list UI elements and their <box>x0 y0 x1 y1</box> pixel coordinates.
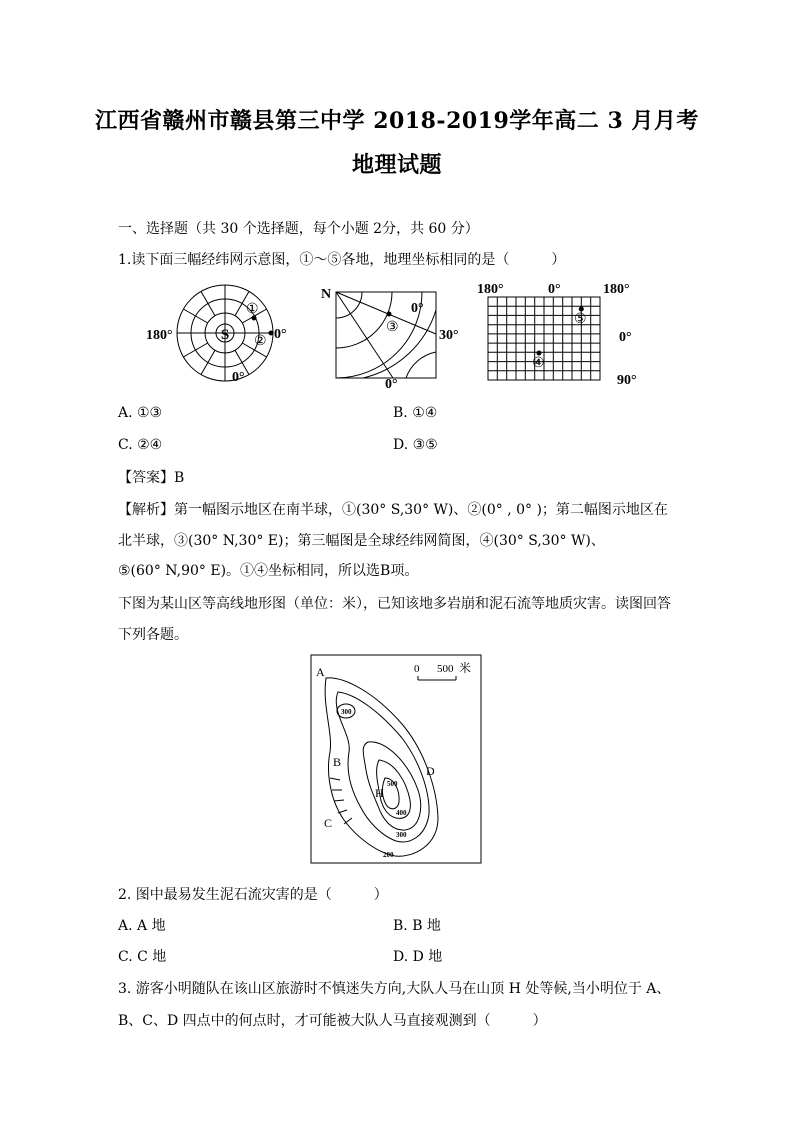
scale-unit: 米 <box>459 661 472 675</box>
document-subtitle: 地理试题 <box>351 152 442 178</box>
q1-analysis-line-1: 【解析】第一幅图示地区在南半球，①(30° S,30° W)、②(0° , 0° )；第二幅图示地区在 <box>118 502 668 518</box>
marker-4: ④ <box>532 356 545 371</box>
label-0-right: 0° <box>619 330 632 345</box>
marker-2: ② <box>254 334 267 349</box>
marker-3: ③ <box>386 320 399 335</box>
label-n: N <box>321 287 332 302</box>
scale-500: 500 <box>437 663 454 675</box>
marker-1: ① <box>246 302 259 317</box>
label-0-right: 0° <box>274 327 287 342</box>
label-0-bottom: 0° <box>385 377 398 390</box>
q1-answer: 【答案】B <box>118 470 185 486</box>
graticule-figure-1 <box>140 283 300 393</box>
point-b: B <box>333 755 342 769</box>
point-a: A <box>316 665 325 679</box>
q1-option-a: A. ①③ <box>118 405 163 421</box>
question-3-line-1: 3. 游客小明随队在该山区旅游时不慎迷失方向,大队人马在山顶 H 处等候,当小明位于 A、 <box>118 981 671 997</box>
point-h: H <box>375 786 384 800</box>
q1-option-c: C. ②④ <box>118 437 163 453</box>
q2-option-a: A. A 地 <box>118 918 166 934</box>
marker-5: ⑤ <box>574 312 587 327</box>
graticule-figure-3 <box>474 278 646 388</box>
contour-400: 400 <box>396 809 407 817</box>
question-3-line-2: B、C、D 四点中的何点时，才可能被大队人马直接观测到（ ） <box>118 1013 547 1029</box>
contour-500: 500 <box>387 780 398 788</box>
q1-analysis-line-2: 北半球，③(30° N,30° E)；第三幅图是全球经纬网简图，④(30° S,30° W)、 <box>118 533 605 549</box>
label-30: 30° <box>439 328 459 343</box>
q2-option-d: D. D 地 <box>393 949 443 965</box>
map-intro-line-2: 下列各题。 <box>118 627 188 643</box>
pole-label: S <box>220 327 230 343</box>
q1-option-b: B. ①④ <box>393 405 438 421</box>
document-title: 江西省赣州市赣县第三中学 2018-2019学年高二 3 月月考 <box>95 108 699 134</box>
question-2-stem: 2. 图中最易发生泥石流灾害的是（ ） <box>118 887 388 903</box>
label-180-left: 180° <box>477 282 504 297</box>
map-intro-line-1: 下图为某山区等高线地形图（单位：米），已知该地多岩崩和泥石流等地质灾害。读图回答 <box>118 596 671 612</box>
point-d: D <box>426 764 435 778</box>
contour-200: 200 <box>383 851 394 859</box>
label-90: 90° <box>617 373 637 388</box>
scale-0: 0 <box>414 663 420 675</box>
q1-option-d: D. ③⑤ <box>393 437 438 453</box>
q2-option-b: B. B 地 <box>393 918 441 934</box>
point-c: C <box>324 816 333 830</box>
graticule-figure-2 <box>318 282 468 390</box>
question-1-stem: 1.读下面三幅经纬网示意图，①～⑤各地，地理坐标相同的是（ ） <box>118 252 566 268</box>
label-0-top: 0° <box>411 301 424 316</box>
label-180-right: 180° <box>603 282 630 297</box>
label-180: 180° <box>146 328 173 343</box>
contour-300-bottom: 300 <box>396 831 407 839</box>
section-heading: 一、选择题（共 30 个选择题，每个小题 2分，共 60 分） <box>118 221 479 237</box>
label-0-bottom: 0° <box>232 370 245 385</box>
q2-option-c: C. C 地 <box>118 949 167 965</box>
q1-analysis-line-3: ⑤(60° N,90° E)。①④坐标相同，所以选B项。 <box>118 563 419 579</box>
contour-300-top: 300 <box>341 708 352 716</box>
contour-map <box>305 650 490 868</box>
label-0-top: 0° <box>548 282 561 297</box>
